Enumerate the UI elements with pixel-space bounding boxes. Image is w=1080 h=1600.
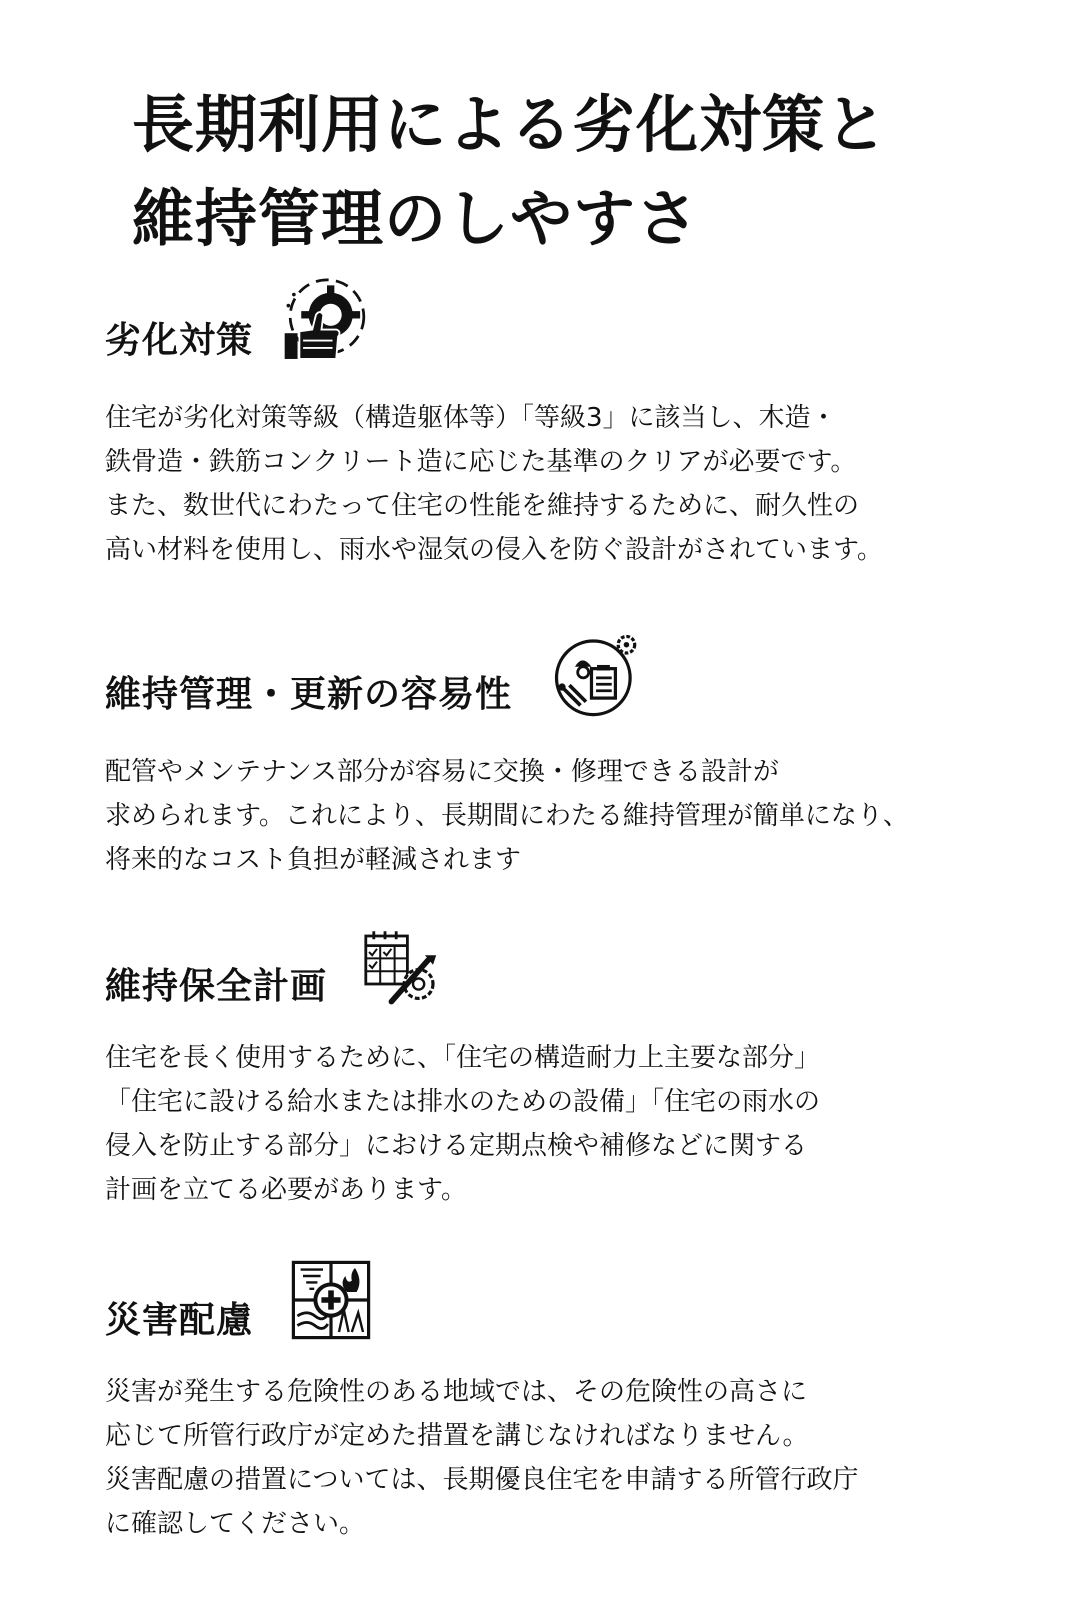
- body-line: 応じて所管行政庁が定めた措置を講じなければなりません。: [105, 1421, 809, 1451]
- page-title-line-2: 維持管理のしやすさ: [132, 182, 700, 255]
- page-title-line-1: 長期利用による劣化対策と: [132, 88, 889, 161]
- worker-clipboard-icon: [551, 630, 643, 722]
- calendar-wrench-icon: [361, 928, 441, 1008]
- body-line: 高い材料を使用し、雨水や湿気の侵入を防ぐ設計がされています。: [105, 535, 883, 565]
- body-line: 配管やメンテナンス部分が容易に交換・修理できる設計が: [105, 757, 779, 787]
- section-heading: 劣化対策: [105, 320, 254, 361]
- body-line: 住宅を長く使用するために、「住宅の構造耐力上主要な部分」: [105, 1043, 821, 1073]
- gear-thumbs-up-icon: [281, 278, 373, 370]
- section-body: [105, 1036, 1065, 1212]
- section-disaster: [105, 1262, 1065, 1539]
- section-heading-row: [105, 928, 1065, 1028]
- body-line: 将来的なコスト負担が軽減されます: [105, 845, 522, 875]
- section-heading: 維持管理・更新の容易性: [105, 674, 513, 715]
- body-line: 求められます。これにより、長期間にわたる維持管理が簡単になり、: [105, 801, 909, 831]
- section-maintenance-ease: [105, 636, 1065, 875]
- body-line: 住宅が劣化対策等級（構造躯体等）「等級3」に該当し、木造・: [105, 403, 837, 433]
- body-line: 災害配慮の措置については、長期優良住宅を申請する所管行政庁: [105, 1465, 859, 1495]
- body-line: 鉄骨造・鉄筋コンクリート造に応じた基準のクリアが必要です。: [105, 447, 857, 477]
- disaster-icon: [291, 1260, 371, 1340]
- section-heading-row: [105, 1262, 1065, 1362]
- section-heading: 維持保全計画: [105, 966, 328, 1007]
- section-heading: 災害配慮: [105, 1300, 254, 1341]
- body-line: 「住宅に設ける給水または排水のための設備」「住宅の雨水の: [105, 1087, 821, 1117]
- section-body: [105, 750, 1065, 882]
- page-title: [132, 78, 1032, 266]
- body-line: に確認してください。: [105, 1509, 366, 1539]
- section-deterioration: [105, 282, 1065, 565]
- body-line: 災害が発生する危険性のある地域では、その危険性の高さに: [105, 1377, 808, 1407]
- section-body: [105, 1370, 1065, 1546]
- section-heading-row: [105, 282, 1065, 382]
- body-line: 侵入を防止する部分」における定期点検や補修などに関する: [105, 1131, 808, 1161]
- section-heading-row: [105, 636, 1065, 736]
- body-line: また、数世代にわたって住宅の性能を維持するために、耐久性の: [105, 491, 860, 521]
- section-maintenance-plan: [105, 928, 1065, 1205]
- body-line: 計画を立てる必要があります。: [105, 1175, 467, 1205]
- section-body: [105, 396, 1065, 572]
